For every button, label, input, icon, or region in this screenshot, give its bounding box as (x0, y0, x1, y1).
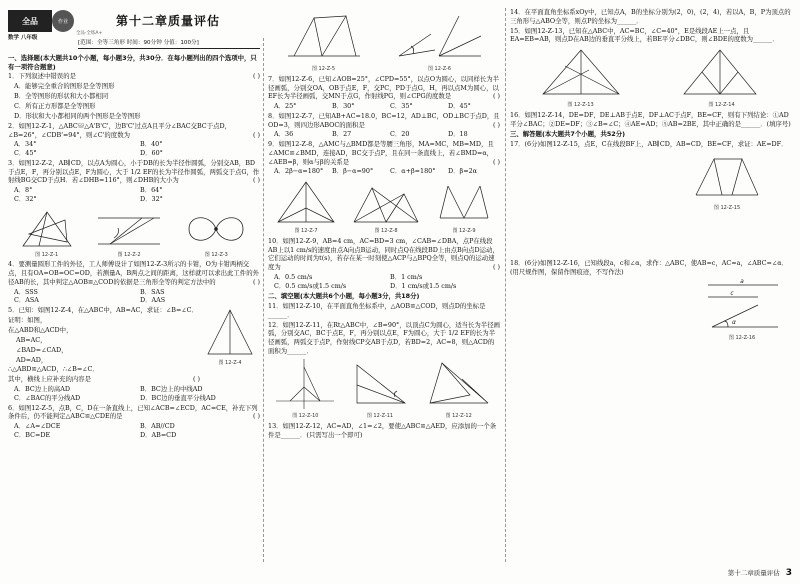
options-q9: A．2β−α=180° B．β−α=90° C．α+β=180° D．β=2α (274, 167, 477, 176)
figure-12-z-3: 图 12-Z-3 (181, 206, 251, 259)
question-2: 2．如图12-Z-1，△ABC≌△A'B'C'，边B'C'过点A且平分∠BAC交BC于点D，∠B=26°，∠CDB'=94°，则∠C'的度数为 ( ) (8, 121, 260, 139)
brand-logo: 全品 (8, 10, 52, 32)
figure-row (268, 178, 500, 235)
options-q4: A．SSS B．SAS C．ASA D．AAS (14, 287, 166, 305)
question-8: 8．如图12-Z-7，已知AB+AC=18.0，BC=12，AD⊥BC，OD⊥BC于点D，且OD=3，则四边形ABOC的面积是 ( ) (268, 111, 500, 129)
figure-row (510, 151, 792, 212)
page-header (8, 6, 260, 50)
question-18: 18．(6分)如图12-Z-16，已知线段a，c和∠α，求作：△ABC，使AB=c，AC=a，∠ABC=∠α．(用尺规作图，保留作图痕迹，不写作法) (510, 259, 788, 277)
question-1: 1．下列叙述中错误的是 ( ) (8, 72, 260, 81)
grade-label: 数学 八年级 (8, 35, 38, 41)
section-heading: 三、解答题(本大题共7个小题，共52分) (510, 130, 626, 139)
figure-12-z-13: 图 12-Z-13 (539, 46, 623, 109)
figure-row (268, 357, 500, 420)
segment-label-c: c (730, 289, 734, 297)
figure-12-z-5: 图 12-Z-5 (284, 10, 364, 73)
question-12: 12．如图12-Z-11，在Rt△ABC中，∠B=90°，以顶点C为圆心，适当长为半径画弧，分别交AC，BC于点E，F，再分别以点E，F为圆心，大于 1/2 EF的长为半径画弧，两弧交于点P，作射线CP交AB于点D，若BD=2，AC=8，则△ACD的面积为______． (268, 320, 500, 355)
options-q8: A．36 B．27 C．20 D．18 (274, 130, 468, 139)
middle-column (268, 8, 500, 584)
question-14: 14．在平面直角坐标系xOy中，已知点A，B的坐标分别为(2，0)，(2，4)，若以A，B，P为顶点的三角形与△ABO全等，则点P的坐标为______． (510, 8, 791, 25)
segment-label-a: a (740, 278, 744, 285)
page-number: 3 (785, 568, 792, 578)
series-label: 全品·全练A+ (76, 31, 103, 36)
question-7: 7．如图12-Z-6，已知∠AOB=25°，∠CPD=55°，以点O为圆心，以同样长为半径画弧，分别交OA，OB于点E，F，交PC，PD于点G，H，再以点M为圆心，以EF长为半径画弧，交MN于点G，作射线PG，则∠CPG的度数是 ( ) (268, 74, 500, 101)
exam-meta: [范围：全等三角形 时间：90分钟 分值：100分] (78, 38, 260, 49)
section-heading: 一、选择题(本大题共10个小题，每小题3分，共30分．在每小题列出的四个选项中，只有一项符合题意) (8, 54, 257, 71)
proof-line: 证明：如图， (8, 315, 47, 324)
figure-12-z-7: 图 12-Z-7 (274, 178, 338, 235)
footer-chapter: 第十二章质量评估 (727, 569, 780, 577)
question-6: 6．如图12-Z-5，点B，C，D在一条直线上，已知∠ACB=∠ECD，AC=CE，补充下列条件后，仍不能判定△ABC≌△CDE的是 ( ) (8, 403, 260, 421)
seal-icon: 作业 (52, 10, 74, 32)
proof-line: AB=AC， (16, 335, 47, 344)
proof-line: AD=AD， (16, 355, 48, 364)
right-column (510, 8, 792, 584)
question-3: 3．如图12-Z-2，AB∥CD，以点A为圆心，小于DB的长为半径作圆弧，分别交AB，BD于点E，F，再分别以点E，F为圆心，大于 1/2 EF的长为半径作圆弧，两弧交于点G，作射线BG交CD于点H．若∠DHB=116°，则∠DHB的大小为 ( ) (8, 158, 260, 185)
figure-12-z-4: 图 12-Z-4 (200, 306, 260, 385)
figure-12-z-16: a c α 图 12-Z-16 (700, 279, 784, 342)
section-heading: 二、填空题(本大题共6个小题，每小题3分，共18分) (268, 292, 420, 301)
proof-line: ∠BAD=∠CAD， (16, 345, 68, 354)
option: D．形状和大小都相同的两个图形是全等图形 (14, 111, 141, 120)
question-17: 17．(6分)如图12-Z-15，点E，C在线段BF上，AB∥CD，AB=CD，BE=CF，求证：AE=DF． (510, 139, 788, 148)
proof-line: 其中，横线上应补充的内容是 ( ) (8, 375, 200, 384)
question-5: 5．已知：如图12-Z-4，在△ABC中，AB=AC，求证：∠B=∠C． (8, 306, 198, 315)
figure-12-z-8: 图 12-Z-8 (350, 178, 422, 235)
figure-12-z-12: 图 12-Z-12 (424, 357, 494, 420)
options-q6: A．∠A=∠DCE B．AB//CD C．BC=DE D．AB=CD (14, 422, 177, 439)
fraction: 1/2 (448, 329, 459, 338)
figure-12-z-9: 图 12-Z-9 (434, 178, 494, 235)
figure-12-z-15: 图 12-Z-15 (692, 151, 762, 212)
figure-row (510, 279, 792, 342)
options-q3: A．8° B．64° C．32° D．32° (14, 186, 163, 203)
figure-12-z-6: 图 12-Z-6 (395, 10, 485, 73)
question-15: 15．如图12-Z-13，已知在△ABC中，AC=BC，∠C=40°，E是线段AE上一点，且EA=EB=AB，则点D在AB边的垂直平分线上，若BE平分∠DBC，则∠BDE的度数为______． (510, 26, 779, 44)
options-q5: A．BC边上的高AD B．BC边上的中线AD C．∠BAC的平分线AD D．BC边的垂直平分线AD (14, 385, 216, 402)
left-column (8, 52, 260, 584)
question-11: 11．如图12-Z-10，在平面直角坐标系中，△AOB≌△COD，则点D的坐标是______． (268, 302, 486, 319)
column-divider (263, 38, 264, 562)
proof-line: 在△ABD和△ACD中， (8, 325, 73, 334)
options-q2: A．34° B．40° C．45° D．60° (14, 140, 163, 158)
question-9: 9．如图12-Z-8，△AMC与△BMD都是等腰三角形，MA=MC，MB=MD，且∠AMC≌∠BMD，连接AD，BC交于点P，且在同一条直线上，若∠BMD=α，∠AEB=β，则α与β的关系是 ( ) (268, 140, 500, 166)
option: C．所有正方形都是全等图形 (14, 102, 96, 111)
fraction: 1/2 (130, 167, 141, 176)
figure-row (268, 10, 500, 73)
figure-12-z-1: 图 12-Z-1 (17, 206, 77, 259)
angle-label-alpha: α (732, 318, 736, 326)
options-q7: A．25° B．30° C．35° D．45° (274, 102, 471, 111)
page-footer (728, 568, 792, 578)
figure-12-z-11: 图 12-Z-11 (349, 357, 411, 420)
options-q10: A．0.5 cm/s B．1 cm/s C．0.5 cm/s或1.5 cm/s D．1 cm/s或1.5 cm/s (274, 272, 457, 290)
option: A．能够完全重合的图形是全等图形 (14, 82, 115, 91)
question-4: 4．要测量圆形工件的外径，工人师傅设计了如图12-Z-3所示的卡钳，O为卡钳两柄交点，且有OA=OB=OC=OD，若测量A，B两点之间的距离，这样就可以求出此工件的外径AB的长，其中判定△AOB≌△COD的依据是三角形全等的判定方法中的 ( ) (8, 260, 260, 286)
column-divider (505, 8, 506, 562)
figure-12-z-10: 图 12-Z-10 (274, 357, 336, 420)
proof-line: ∴△ABD≌△ACD，∴∠B=∠C． (8, 365, 99, 374)
answer-space[interactable] (510, 213, 792, 259)
question-13: 13．如图12-Z-12，AC=AD，∠1=∠2，要使△ABC≌△AED，应添加的一个条件是______．(只需写出一个即可) (268, 422, 497, 439)
question-10: 10．如图12-Z-9，AB=4 cm，AC=BD=3 cm，∠CAB=∠DBA，点P在线段AB上以1 cm/s的速度由点A向点B运动，同时点Q在线段BD上由点B向点D运动，它们运动的时间为t(s)，若存在某一时刻使△ACP与△BPQ全等，则点Q的运动速度为 ( ) (268, 236, 500, 271)
page-title: 第十二章质量评估 (116, 14, 221, 28)
question-16: 16．如图12-Z-14，DE=DF，DE⊥AB于点E，DF⊥AC于点F，BE=CF，则有下列结论：①AD平分∠BAC；②DE=DF；③∠B=∠C；④AE=AD；⑤AB=2BE，其中正确的是______．(填序号) (510, 110, 791, 128)
question-5-block (8, 306, 260, 385)
figure-row (510, 46, 792, 109)
figure-row (8, 206, 260, 259)
figure-12-z-14: 图 12-Z-14 (680, 46, 764, 109)
figure-12-z-2: 图 12-Z-2 (94, 206, 164, 259)
option: B．全等图形的形状和大小都相同 (14, 92, 109, 101)
